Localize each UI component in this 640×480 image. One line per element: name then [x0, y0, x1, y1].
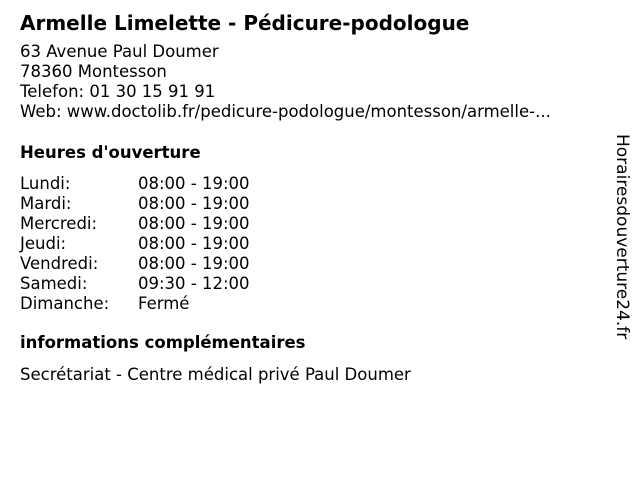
additional-info-text: Secrétariat - Centre médical privé Paul Doumer [20, 365, 411, 384]
hours-day: Mercredi: [20, 214, 98, 233]
hours-time: 08:00 - 19:00 [138, 234, 250, 253]
hours-day: Dimanche: [20, 294, 110, 313]
opening-hours-heading: Heures d'ouverture [20, 143, 201, 162]
business-title: Armelle Limelette - Pédicure-podologue [20, 11, 470, 35]
hours-row-tuesday [20, 194, 605, 214]
city-postcode: 78360 Montesson [20, 62, 167, 81]
hours-day: Lundi: [20, 174, 71, 193]
hours-time: 09:30 - 12:00 [138, 274, 250, 293]
hours-row-wednesday [20, 214, 605, 234]
hours-time: 08:00 - 19:00 [138, 194, 250, 213]
hours-day: Jeudi: [20, 234, 67, 253]
opening-hours-table [20, 174, 605, 314]
street-address: 63 Avenue Paul Doumer [20, 42, 219, 61]
additional-info-heading: informations complémentaires [20, 333, 306, 352]
hours-time: 08:00 - 19:00 [138, 214, 250, 233]
site-watermark: Horairesdouverture24.fr [612, 134, 632, 340]
business-card [20, 10, 605, 385]
hours-time: 08:00 - 19:00 [138, 254, 250, 273]
hours-day: Vendredi: [20, 254, 99, 273]
web-link[interactable]: Web: www.doctolib.fr/pedicure-podologue/montesson/armelle-... [20, 102, 551, 121]
hours-row-saturday [20, 274, 605, 294]
hours-day: Samedi: [20, 274, 88, 293]
contact-block [20, 42, 605, 122]
phone-line: Telefon: 01 30 15 91 91 [20, 82, 216, 101]
hours-row-monday [20, 174, 605, 194]
hours-time: 08:00 - 19:00 [138, 174, 250, 193]
hours-day: Mardi: [20, 194, 72, 213]
hours-row-sunday [20, 294, 605, 314]
hours-time: Fermé [138, 294, 190, 313]
hours-row-thursday [20, 234, 605, 254]
hours-row-friday [20, 254, 605, 274]
